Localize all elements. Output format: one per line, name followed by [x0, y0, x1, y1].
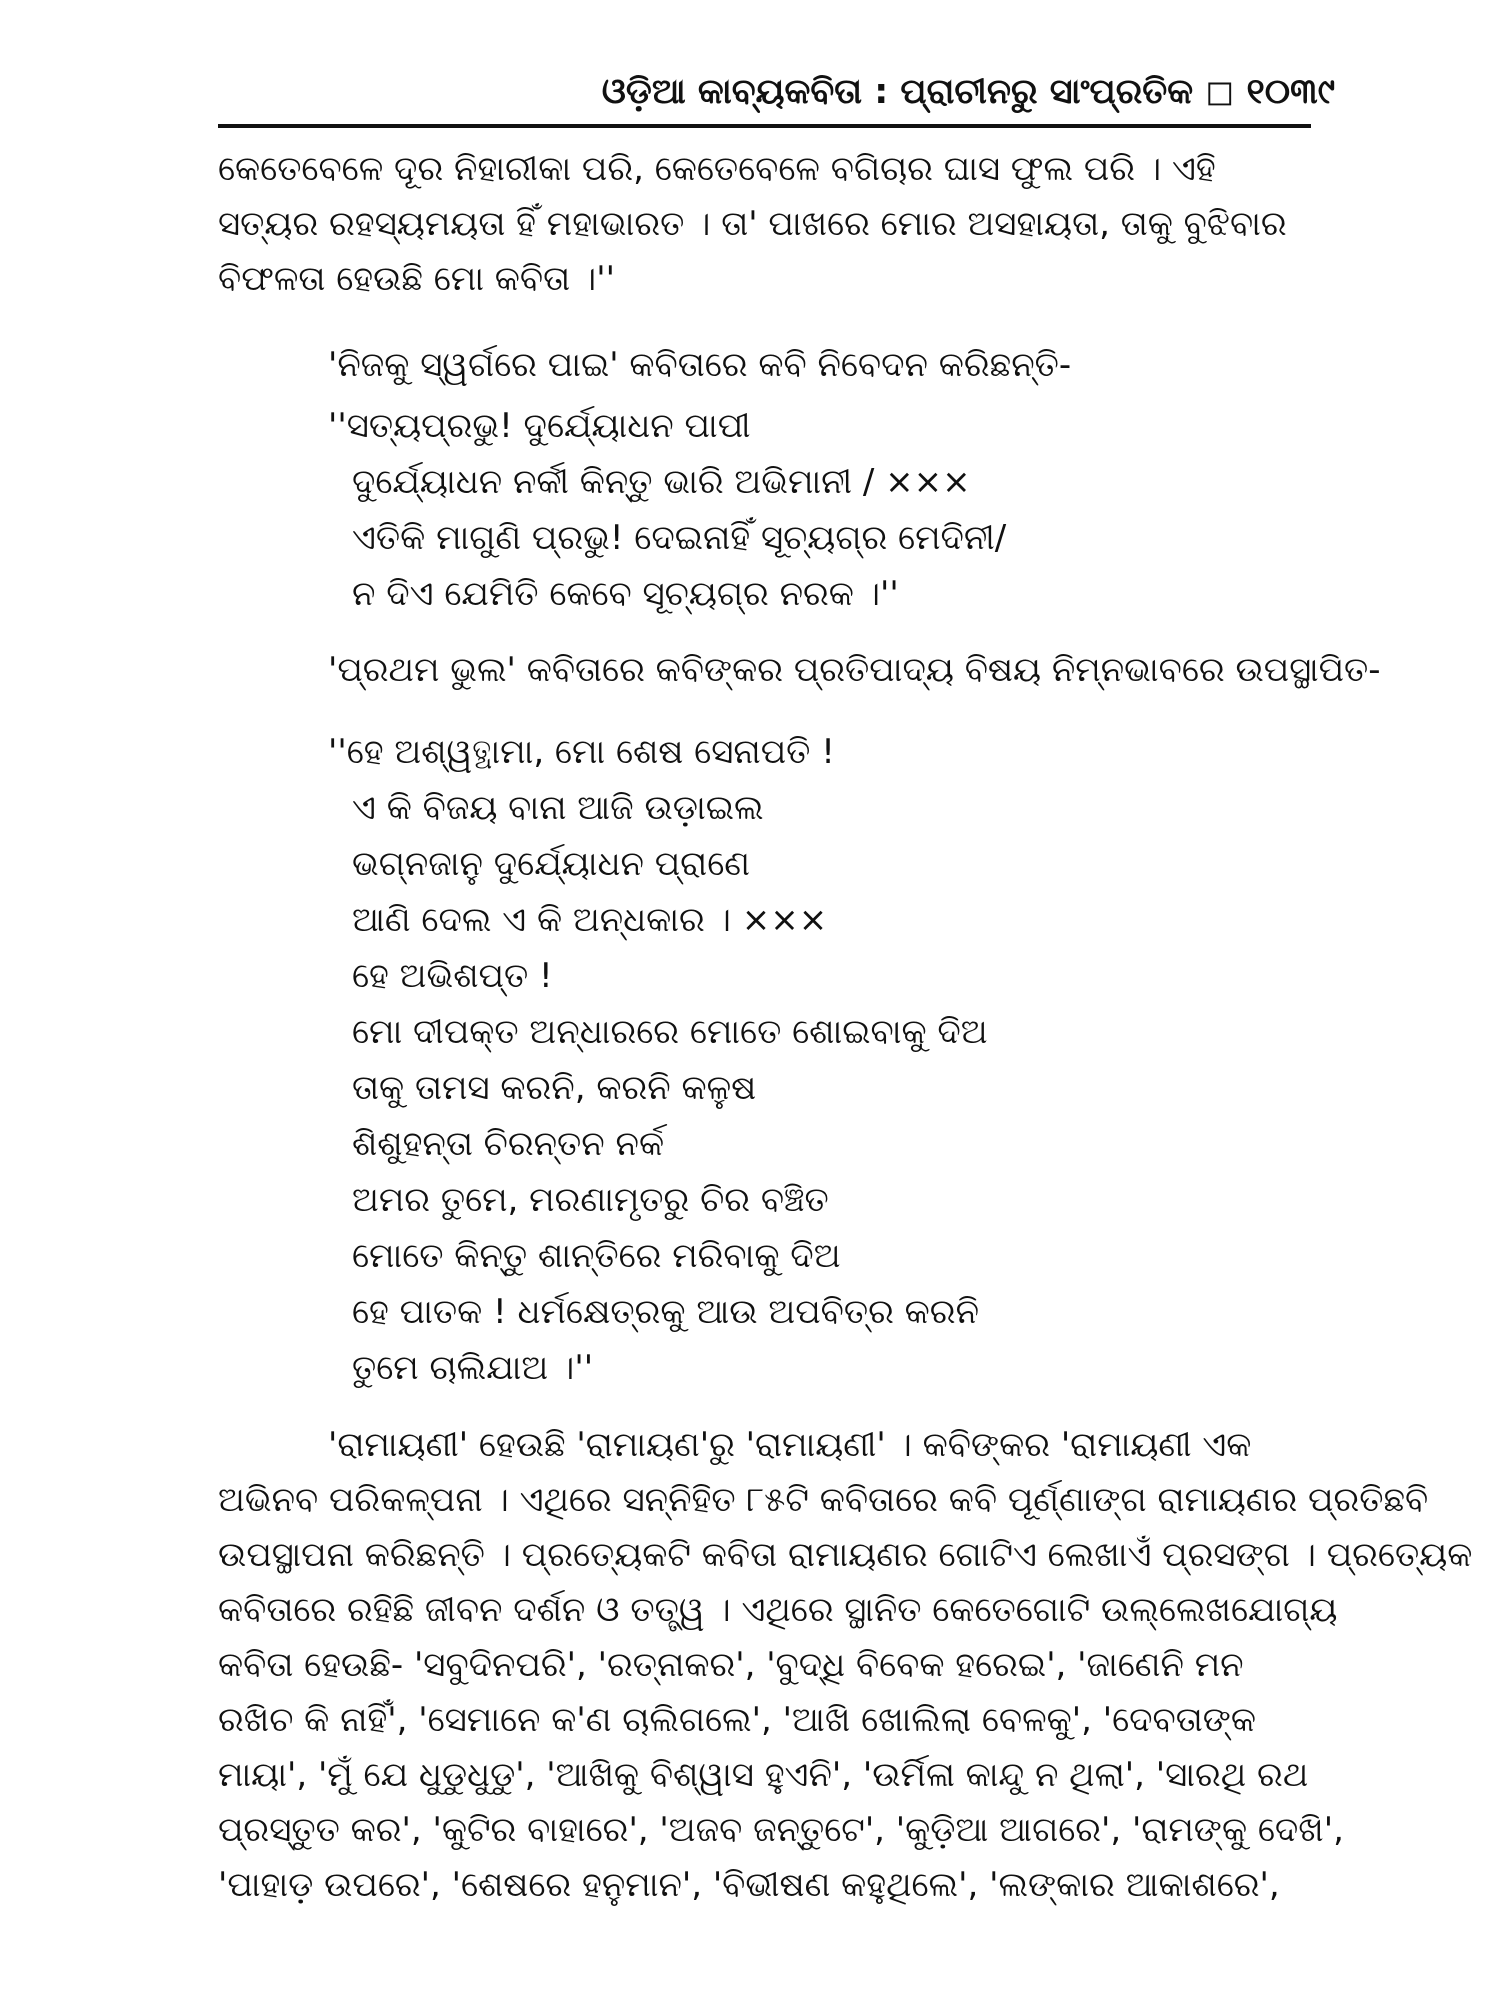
paragraph-2: [218, 1418, 1473, 1913]
text-line: 'ପାହାଡ଼ ଉପରେ', 'ଶେଷରେ ହନୁମାନ', 'ବିଭୀଷଣ କହୁଥିଲେ', 'ଲଙ୍କାର ଆକାଶରେ',: [218, 1865, 1280, 1905]
running-header: ଓଡ଼ିଆ କାବ୍ୟକବିତା : ପ୍ରାଚୀନରୁ ସାଂପ୍ରତିକ ◻ ୧୦୩୯: [601, 72, 1335, 112]
verse-intro-1: 'ନିଜକୁ ସ୍ୱର୍ଗରେ ପାଇ' କବିତାରେ କବି ନିବେଦନ କରିଛନ୍ତି-: [328, 345, 1072, 385]
verse-line: ଭଗ୍ନଜାନୁ ଦୁର୍ଯ୍ୟୋଧନ ପ୍ରାଣେ: [352, 844, 750, 884]
verse-line: ଏତିକି ମାଗୁଣି ପ୍ରଭୁ! ଦେଇନାହିଁ ସୂଚ୍ୟଗ୍ର ମେଦିନୀ/: [352, 518, 1007, 558]
text-line: ଉପସ୍ଥାପନା କରିଛନ୍ତି । ପ୍ରତ୍ୟେକଟି କବିତା ରାମାୟଣର ଗୋଟିଏ ଲେଖାଏଁ ପ୍ରସଙ୍ଗ । ପ୍ରତ୍ୟେକ: [218, 1535, 1473, 1575]
verse-block-1: [328, 398, 1228, 622]
verse-line: ଏ କି ବିଜୟ ବାନା ଆଜି ଉଡ଼ାଇଲ: [352, 788, 764, 828]
verse-line: ''ହେ ଅଶ୍ୱତ୍ଥାମା, ମୋ ଶେଷ ସେନାପତି !: [328, 732, 835, 772]
verse-line: ହେ ଅଭିଶପ୍ତ !: [352, 956, 553, 996]
verse-line: ଶିଶୁହନ୍ତା ଚିରନ୍ତନ ନର୍କ: [352, 1124, 665, 1164]
verse-line: ଦୁର୍ଯ୍ୟୋଧନ ନର୍କୀ କିନ୍ତୁ ଭାରି ଅଭିମାନୀ / ×××: [352, 462, 971, 502]
verse-line: ଆଣି ଦେଲ ଏ କି ଅନ୍ଧକାର । ×××: [352, 900, 828, 940]
text-line: 'ରାମାୟଣୀ' ହେଉଛି 'ରାମାୟଣ'ରୁ 'ରାମାୟଣୀ' । କବିଙ୍କର 'ରାମାୟଣୀ ଏକ: [328, 1425, 1252, 1465]
text-line: ରଖିଚ କି ନାହିଁ', 'ସେମାନେ କ'ଣ ଚାଲିଗଲେ', 'ଆଖି ଖୋଲିଲା ବେଳକୁ', 'ଦେବତାଙ୍କ: [218, 1700, 1257, 1740]
verse-line: ଅମର ତୁମେ, ମରଣାମୃତରୁ ଚିର ବଞ୍ଚିତ: [352, 1180, 829, 1220]
verse-line: ହେ ପାତକ ! ଧର୍ମକ୍ଷେତ୍ରକୁ ଆଉ ଅପବିତ୍ର କରନି: [352, 1292, 979, 1332]
text-line: ବିଫଳତା ହେଉଛି ମୋ କବିତା ।'': [218, 259, 615, 299]
text-line: କବିତାରେ ରହିଛି ଜୀବନ ଦର୍ଶନ ଓ ତତ୍ତ୍ୱ । ଏଥିରେ ସ୍ଥାନିତ କେତେଗୋଟି ଉଲ୍ଲେଖଯୋଗ୍ୟ: [218, 1590, 1338, 1630]
verse-line: ''ସତ୍ୟପ୍ରଭୁ! ଦୁର୍ଯ୍ୟୋଧନ ପାପୀ: [328, 406, 751, 446]
text-line: ସତ୍ୟର ରହସ୍ୟମୟତା ହିଁ ମହାଭାରତ । ତା' ପାଖରେ ମୋର ଅସହାୟତା, ତାକୁ ବୁଝିବାର: [218, 204, 1287, 244]
text-line: କେତେବେଳେ ଦୂର ନିହାରୀକା ପରି, କେତେବେଳେ ବଗିଚାର ଘାସ ଫୁଲ ପରି । ଏହି: [218, 149, 1216, 189]
verse-block-2: [328, 724, 1228, 1396]
paragraph-1: [218, 142, 1313, 307]
header-rule: [218, 124, 1311, 128]
verse-intro-2: 'ପ୍ରଥମ ଭୁଲ' କବିତାରେ କବିଙ୍କର ପ୍ରତିପାଦ୍ୟ ବିଷୟ ନିମ୍ନଭାବରେ ଉପସ୍ଥାପିତ-: [328, 650, 1381, 690]
verse-line: ତୁମେ ଚାଲିଯାଅ ।'': [352, 1348, 594, 1388]
verse-line: ନ ଦିଏ ଯେମିତି କେବେ ସୂଚ୍ୟଗ୍ର ନରକ ।'': [352, 574, 899, 614]
text-line: ପ୍ରସ୍ତୁତ କର', 'କୁଟିର ବାହାରେ', 'ଅଜବ ଜନ୍ତୁଟେ', 'କୁଡ଼ିଆ ଆଗରେ', 'ରାମଙ୍କୁ ଦେଖି',: [218, 1810, 1344, 1850]
verse-line: ମୋ ଦୀପକ୍ତ ଅନ୍ଧାରରେ ମୋତେ ଶୋଇବାକୁ ଦିଅ: [352, 1012, 988, 1052]
verse-line: ତାକୁ ତାମସ କରନି, କରନି କଳୁଷ: [352, 1068, 757, 1108]
text-line: ଅଭିନବ ପରିକଳ୍ପନା । ଏଥିରେ ସନ୍ନିହିତ ୮୫ଟି କବିତାରେ କବି ପୂର୍ଣ୍ଣାଙ୍ଗ ରାମାୟଣର ପ୍ରତିଛବି: [218, 1480, 1429, 1520]
verse-line: ମୋତେ କିନ୍ତୁ ଶାନ୍ତିରେ ମରିବାକୁ ଦିଅ: [352, 1236, 841, 1276]
text-line: କବିତା ହେଉଛି- 'ସବୁଦିନପରି', 'ରତ୍ନାକର', 'ବୁଦ୍ଧି ବିବେକ ହରେଇ', 'ଜାଣେନି ମନ: [218, 1645, 1244, 1685]
text-line: ମାୟା', 'ମୁଁ ଯେ ଧୁଡୁଧୁଡୁ', 'ଆଖିକୁ ବିଶ୍ୱାସ ହୁଏନି', 'ଉର୍ମିଳା କାନ୍ଦୁ ନ ଥିଲା', 'ସାରଥି ରଥ: [218, 1755, 1309, 1795]
